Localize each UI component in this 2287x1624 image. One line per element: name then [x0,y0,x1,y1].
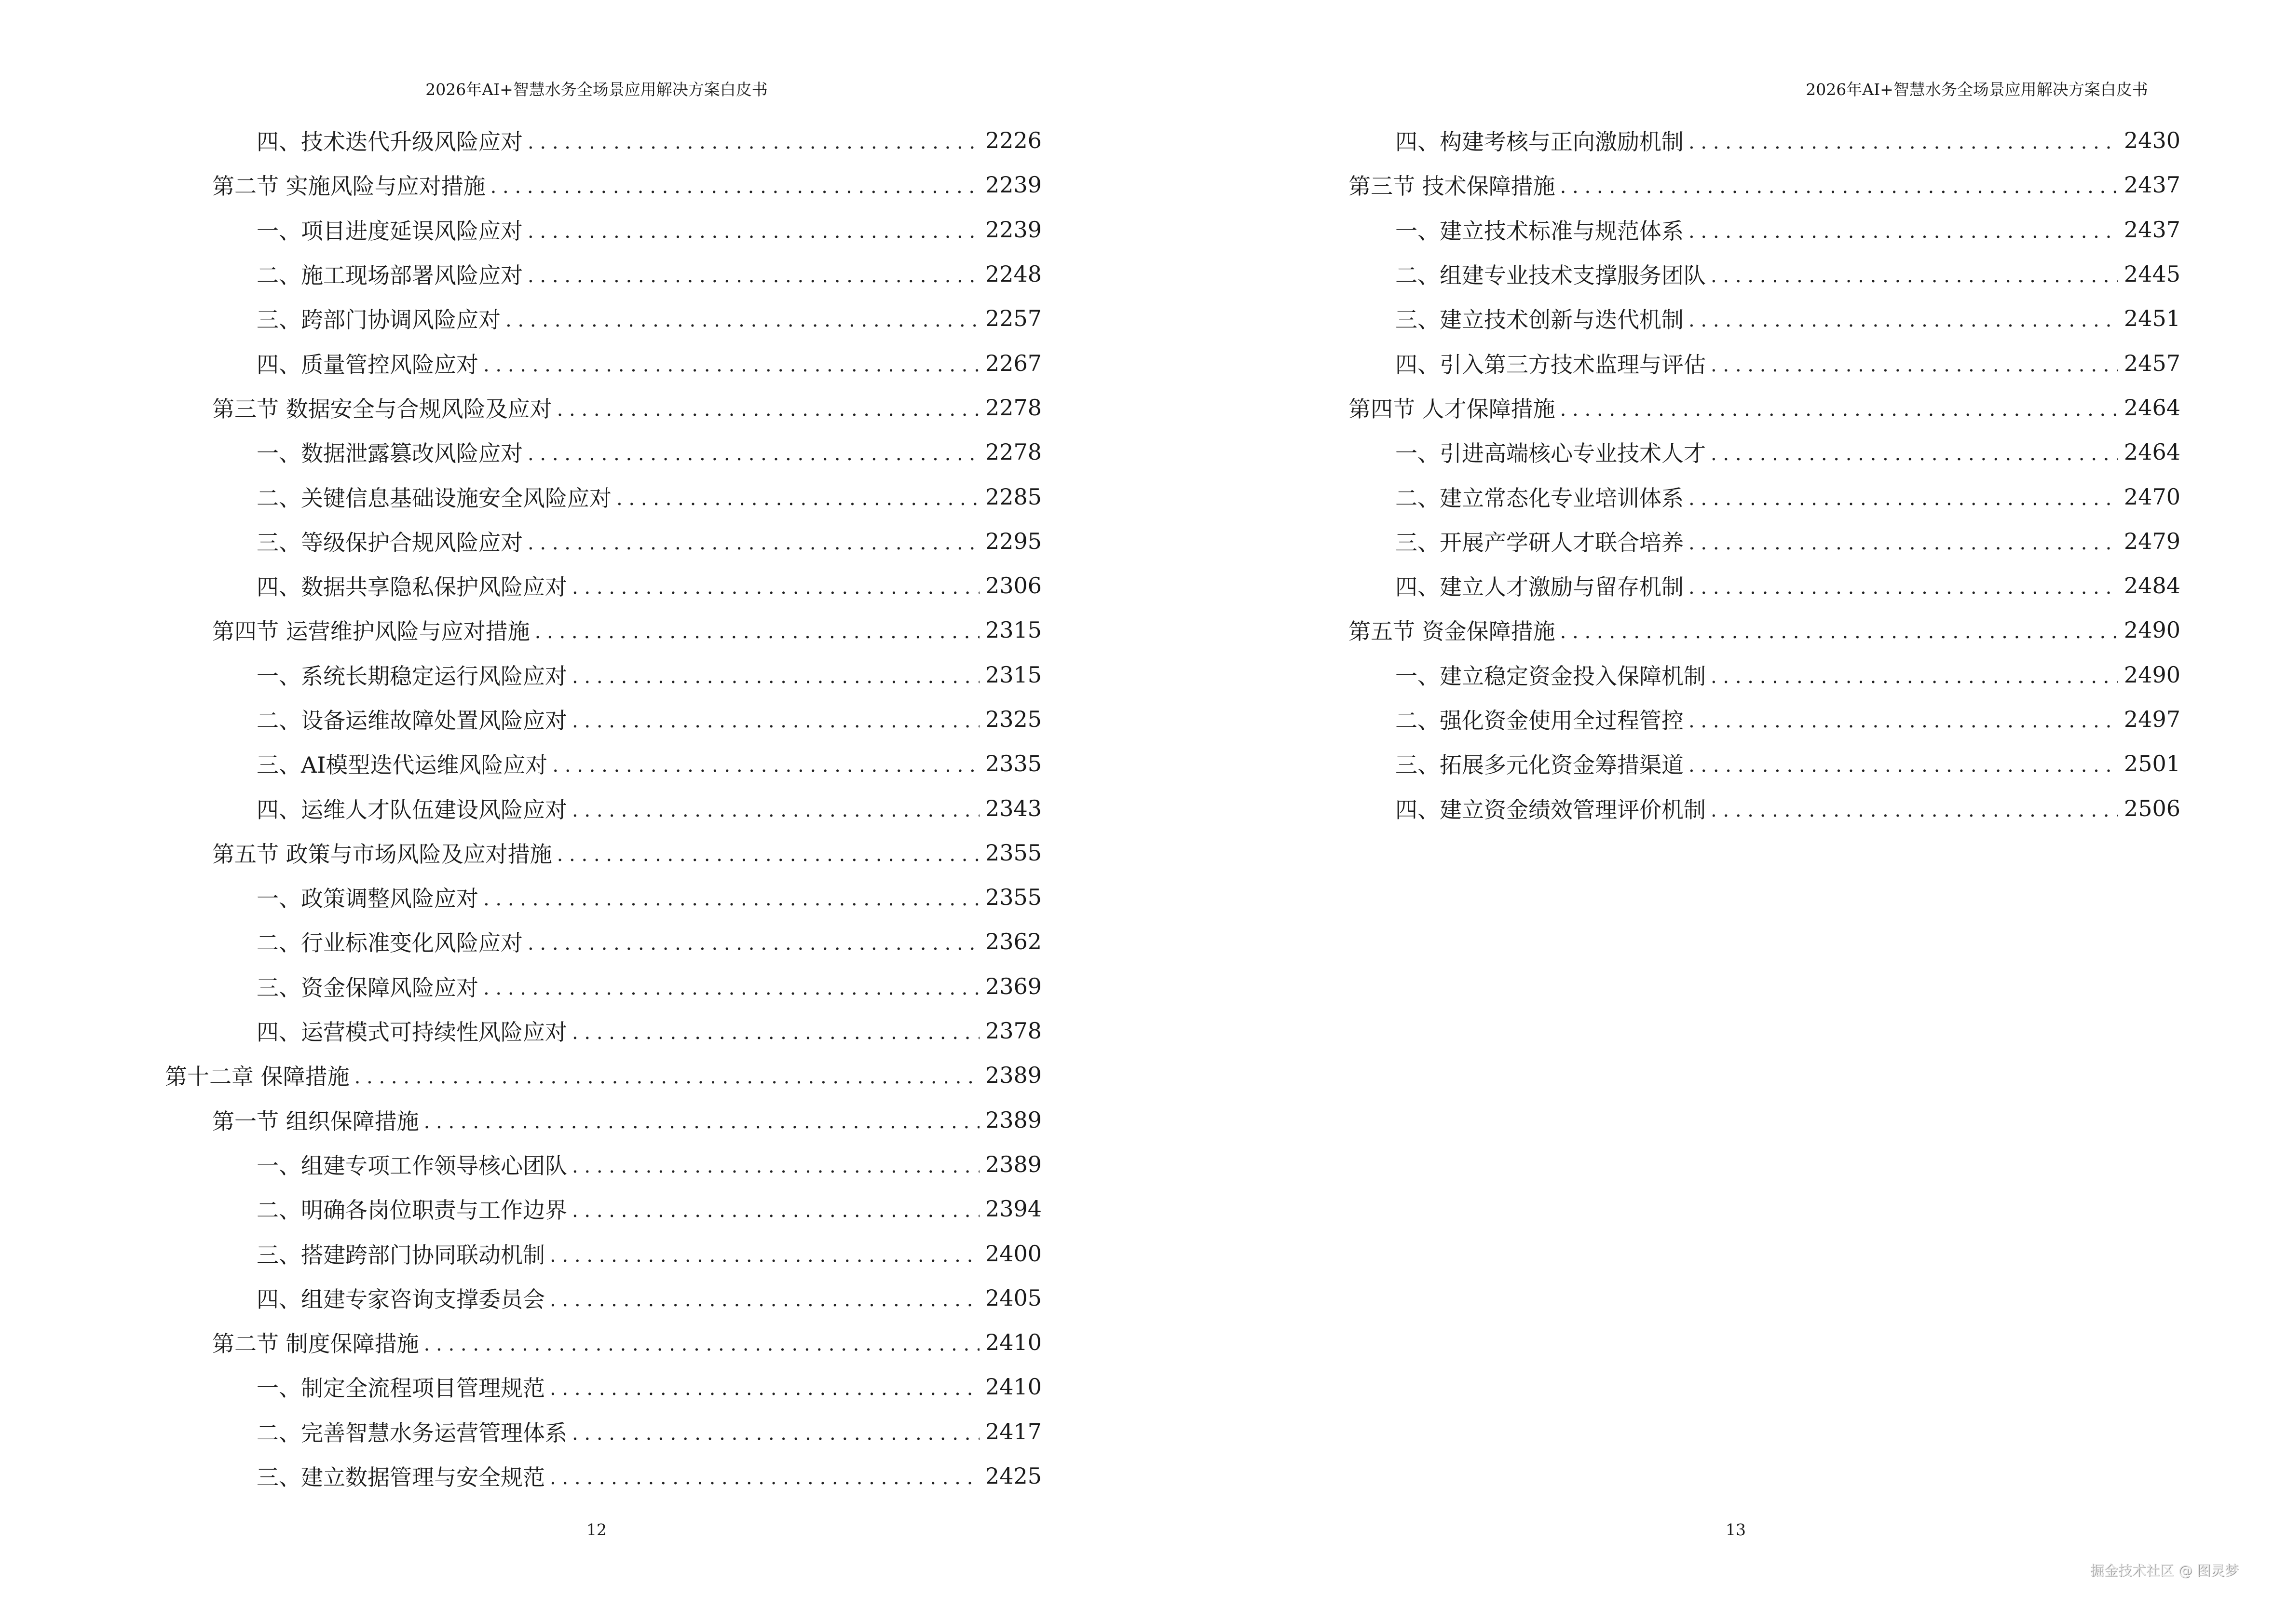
toc-entry-item[interactable] [0,1409,1042,1454]
toc-entry-page: 2457 [2124,350,2180,376]
toc-entry-item[interactable] [1144,430,2180,474]
toc-entry-title: 四、建立资金绩效管理评价机制 [1395,796,1706,823]
toc-entry-section[interactable] [0,163,1042,207]
toc-entry-title: 一、数据泄露篡改风险应对 [257,440,523,467]
dot-leader [1560,621,2118,643]
dot-leader [528,932,980,955]
dot-leader [1688,532,2118,554]
toc-entry-page: 2295 [985,528,1042,554]
dot-leader [572,799,980,821]
toc-entry-page: 2437 [2124,172,2180,198]
dot-leader [1688,576,2118,599]
toc-entry-item[interactable] [0,1231,1042,1275]
toc-entry-item[interactable] [0,653,1042,697]
toc-entry-item[interactable] [0,919,1042,964]
toc-entry-page: 2278 [985,394,1042,421]
dot-leader [1560,398,2118,421]
toc-entry-item[interactable] [0,207,1042,252]
toc-entry-page: 2315 [985,617,1042,643]
toc-entry-page: 2278 [985,439,1042,465]
toc-entry-title: 三、跨部门协调风险应对 [257,307,501,333]
toc-entry-item[interactable] [1144,207,2180,252]
toc-entry-page: 2430 [2124,127,2180,154]
toc-entry-title: 第四节 人才保障措施 [1348,396,1555,422]
dot-leader [572,710,980,732]
toc-entry-title: 一、建立稳定资金投入保障机制 [1395,663,1706,689]
toc-entry-page: 2389 [985,1151,1042,1177]
dot-leader [550,1467,980,1489]
toc-entry-item[interactable] [0,252,1042,296]
right-page [1144,0,2287,1624]
dot-leader [528,443,980,465]
toc-entry-title: 二、组建专业技术支撑服务团队 [1395,262,1706,289]
toc-entry-title: 三、资金保障风险应对 [257,974,478,1001]
toc-entry-title: 第五节 资金保障措施 [1348,618,1555,645]
toc-entry-title: 第四节 运营维护风险与应对措施 [212,618,530,645]
toc-entry-title: 四、建立人才激励与留存机制 [1395,574,1684,600]
toc-entry-page: 2464 [2124,439,2180,465]
toc-entry-title: 一、组建专项工作领导核心团队 [257,1152,567,1179]
toc-entry-page: 2285 [985,483,1042,510]
toc-entry-item[interactable] [0,563,1042,608]
dot-leader [1688,131,2118,153]
dot-leader [616,488,980,510]
toc-entry-title: 第二节 实施风险与应对措施 [212,173,486,200]
toc-list [1144,118,2180,831]
toc-entry-title: 三、等级保护合规风险应对 [257,529,523,556]
toc-entry-item[interactable] [0,697,1042,741]
toc-entry-page: 2501 [2124,751,2180,777]
toc-entry-page: 2362 [985,928,1042,955]
toc-entry-title: 二、设备运维故障处置风险应对 [257,708,567,734]
toc-entry-item[interactable] [0,964,1042,1009]
toc-entry-title: 一、制定全流程项目管理规范 [257,1375,545,1402]
toc-entry-item[interactable] [0,1365,1042,1409]
toc-entry-page: 2369 [985,973,1042,999]
toc-entry-section[interactable] [1144,163,2180,207]
toc-entry-title: 四、运营模式可持续性风险应对 [257,1019,567,1046]
dot-leader [483,354,980,376]
dot-leader [550,1244,980,1267]
toc-entry-item[interactable] [1144,296,2180,341]
toc-entry-title: 一、项目进度延误风险应对 [257,218,523,244]
toc-entry-page: 2343 [985,795,1042,821]
dot-leader [572,576,980,599]
toc-entry-page: 2315 [985,661,1042,688]
dot-leader [424,1333,980,1355]
toc-entry-page: 2355 [985,884,1042,911]
dot-leader [1688,710,2118,732]
toc-entry-item[interactable] [1144,519,2180,563]
toc-entry-item[interactable] [1144,252,2180,296]
dot-leader [572,1022,980,1044]
toc-entry-item[interactable] [0,875,1042,919]
toc-entry-title: 第三节 数据安全与合规风险及应对 [212,396,552,422]
toc-entry-item[interactable] [1144,118,2180,163]
toc-entry-item[interactable] [1144,653,2180,697]
dot-leader [572,1422,980,1445]
toc-entry-page: 2306 [985,573,1042,599]
toc-entry-title: 第二节 制度保障措施 [212,1331,419,1357]
dot-leader [528,220,980,243]
dot-leader [1711,354,2118,376]
toc-entry-page: 2239 [985,172,1042,198]
toc-entry-section[interactable] [0,1098,1042,1142]
toc-entry-title: 四、数据共享隐私保护风险应对 [257,574,567,600]
toc-entry-title: 二、行业标准变化风险应对 [257,930,523,956]
dot-leader [572,1200,980,1222]
dot-leader [572,666,980,688]
toc-entry-title: 三、建立技术创新与迭代机制 [1395,307,1684,333]
toc-entry-title: 第十二章 保障措施 [165,1064,350,1090]
dot-leader [483,977,980,999]
toc-entry-item[interactable] [1144,563,2180,608]
toc-entry-page: 2378 [985,1018,1042,1044]
page-number: 12 [586,1520,607,1539]
toc-entry-title: 二、建立常态化专业培训体系 [1395,485,1684,511]
toc-entry-title: 一、系统长期稳定运行风险应对 [257,663,567,689]
toc-entry-title: 三、开展产学研人才联合培养 [1395,529,1684,556]
toc-entry-title: 二、完善智慧水务运营管理体系 [257,1419,567,1446]
dot-leader [1711,443,2118,465]
dot-leader [490,176,980,198]
dot-leader [1688,220,2118,243]
toc-entry-page: 2400 [985,1240,1042,1267]
toc-entry-page: 2394 [985,1196,1042,1222]
page-number: 13 [1726,1520,1746,1539]
toc-entry-page: 2506 [2124,795,2180,821]
toc-entry-section[interactable] [0,385,1042,430]
dot-leader [528,131,980,153]
toc-entry-page: 2355 [985,839,1042,866]
toc-entry-page: 2257 [985,305,1042,332]
dot-leader [528,265,980,287]
toc-entry-section[interactable] [0,608,1042,652]
toc-entry-page: 2410 [985,1374,1042,1400]
toc-entry-page: 2490 [2124,617,2180,643]
dot-leader [354,1066,980,1088]
toc-entry-item[interactable] [0,1276,1042,1320]
toc-entry-title: 二、施工现场部署风险应对 [257,262,523,289]
dot-leader [1711,666,2118,688]
toc-entry-item[interactable] [0,118,1042,163]
toc-entry-page: 2464 [2124,394,2180,421]
toc-entry-item[interactable] [0,519,1042,563]
dot-leader [1688,754,2118,777]
toc-entry-item[interactable] [0,786,1042,830]
dot-leader [1711,265,2118,287]
dot-leader [505,309,980,331]
toc-entry-page: 2267 [985,350,1042,376]
toc-entry-chapter[interactable] [0,1053,1042,1097]
toc-entry-page: 2248 [985,261,1042,287]
toc-entry-page: 2389 [985,1062,1042,1089]
toc-entry-item[interactable] [1144,474,2180,519]
toc-entry-item[interactable] [0,341,1042,385]
toc-entry-title: 二、明确各岗位职责与工作边界 [257,1197,567,1224]
dot-leader [1560,176,2118,198]
toc-entry-page: 2484 [2124,573,2180,599]
toc-entry-section[interactable] [0,831,1042,875]
toc-entry-item[interactable] [0,430,1042,474]
running-header: 2026年AI+智慧水务全场景应用解决方案白皮书 [1806,80,2148,99]
dot-leader [483,888,980,910]
toc-entry-title: 三、搭建跨部门协同联动机制 [257,1242,545,1268]
toc-entry-title: 二、关键信息基础设施安全风险应对 [257,485,612,511]
toc-entry-title: 第一节 组织保障措施 [212,1108,419,1134]
toc-entry-section[interactable] [1144,385,2180,430]
toc-entry-item[interactable] [0,474,1042,519]
toc-entry-page: 2490 [2124,661,2180,688]
toc-entry-item[interactable] [0,1142,1042,1187]
dot-leader [528,532,980,554]
toc-entry-title: 三、拓展多元化资金筹措渠道 [1395,752,1684,778]
dot-leader [1688,309,2118,331]
dot-leader [572,1155,980,1177]
toc-entry-page: 2226 [985,127,1042,154]
dot-leader [557,398,980,421]
toc-entry-page: 2239 [985,216,1042,243]
toc-entry-item[interactable] [0,1187,1042,1231]
toc-entry-page: 2497 [2124,706,2180,732]
toc-entry-item[interactable] [1144,341,2180,385]
toc-entry-title: 四、运维人才队伍建设风险应对 [257,796,567,823]
toc-entry-title: 一、建立技术标准与规范体系 [1395,218,1684,244]
toc-entry-title: 二、强化资金使用全过程管控 [1395,708,1684,734]
toc-entry-title: 四、组建专家咨询支撑委员会 [257,1286,545,1312]
toc-entry-page: 2335 [985,751,1042,777]
toc-entry-page: 2405 [985,1284,1042,1311]
toc-entry-title: 一、政策调整风险应对 [257,886,478,912]
toc-entry-item[interactable] [0,1009,1042,1053]
watermark: 掘金技术社区 @ 图灵梦 [2090,1562,2239,1579]
toc-entry-item[interactable] [1144,741,2180,786]
toc-entry-page: 2451 [2124,305,2180,332]
dot-leader [424,1111,980,1133]
toc-entry-title: 第三节 技术保障措施 [1348,173,1555,200]
toc-entry-item[interactable] [0,296,1042,341]
toc-entry-page: 2410 [985,1329,1042,1356]
toc-list [0,118,1042,1498]
toc-entry-page: 2479 [2124,528,2180,554]
toc-entry-title: 三、建立数据管理与安全规范 [257,1464,545,1491]
toc-entry-title: 四、构建考核与正向激励机制 [1395,129,1684,155]
toc-entry-item[interactable] [1144,697,2180,741]
dot-leader [552,754,980,777]
toc-entry-page: 2325 [985,706,1042,732]
toc-entry-section[interactable] [0,1320,1042,1365]
toc-entry-page: 2437 [2124,216,2180,243]
toc-entry-title: 三、AI模型迭代运维风险应对 [257,752,548,778]
toc-entry-item[interactable] [0,1454,1042,1498]
dot-leader [550,1289,980,1311]
dot-leader [557,844,980,866]
toc-entry-page: 2425 [985,1463,1042,1489]
toc-entry-title: 四、引入第三方技术监理与评估 [1395,351,1706,378]
toc-entry-page: 2417 [985,1418,1042,1445]
running-header: 2026年AI+智慧水务全场景应用解决方案白皮书 [425,80,768,99]
dot-leader [1688,488,2118,510]
toc-entry-page: 2445 [2124,261,2180,287]
toc-entry-title: 一、引进高端核心专业技术人才 [1395,440,1706,467]
dot-leader [535,621,980,643]
toc-entry-page: 2470 [2124,483,2180,510]
toc-entry-item[interactable] [0,741,1042,786]
dot-leader [1711,799,2118,821]
dot-leader [550,1378,980,1400]
toc-entry-title: 四、质量管控风险应对 [257,351,478,378]
toc-entry-item[interactable] [1144,786,2180,830]
toc-entry-title: 第五节 政策与市场风险及应对措施 [212,841,552,867]
toc-entry-page: 2389 [985,1106,1042,1133]
toc-entry-section[interactable] [1144,608,2180,652]
toc-entry-title: 四、技术迭代升级风险应对 [257,129,523,155]
